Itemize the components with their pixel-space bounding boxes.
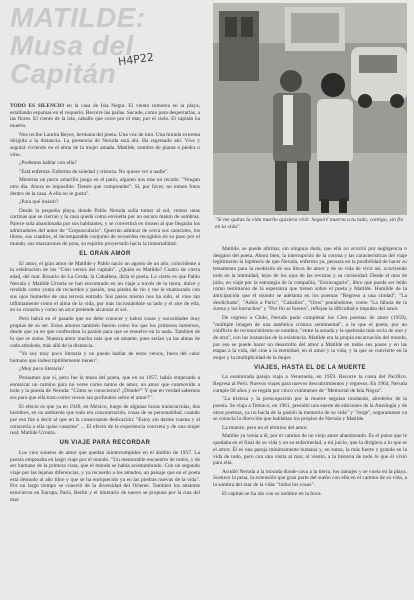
paragraph: Pensamos que sí, pero fue la musa del poeta, que en su 1957, había empezado a enmarcar un camino para no verse como tantos de amor, un amor que conmovido a todo y la poesía de Neruda: "Cómo se conocieron? ¿Dónde?" Y que en verdad sabemos era para que ella trato como versos tan profundos sobre el amor?". (10, 374, 200, 402)
title-line: Musa del (10, 30, 134, 61)
paragraph: ¿Podemos hablar con ella? (19, 160, 77, 167)
photo-caption: "Si me quitas la vida mucho quisiera vivir. Seguiré muerta a tu lado, contigo, sin fin en la vida". (215, 217, 404, 230)
paragraph: Pero habrá en el pasado que no debe conocer y habrá cosas y oscuridades muy propias de su ser. Estos amores también fueron como los que los primeros inmersos, desde que ya en que confesaban la pasión para que se resuelve en la nada. Tambien de lo que se sume. Nuestra amor mucho más que un amante, pues serían ya las almas de cada arboleda, más allá de la distancia. (10, 315, 200, 349)
paragraph-text: en la casa de Isla Negra. El viento rumorea en la playa, estallando espumas en el roquerío. Recorre las pailas. Sacude, como para despertarlas, a las flores. El viento de la isla, caballo que corre por el mar, por el cielo. El capitán ha muerto. (10, 103, 200, 130)
paragraph: La enamorada pareja viaja a Venezuela, en 1959. Recorre la costa del Pacífico. Regresa al Perú. Nuevos viajes para nuevos descubrimientos y regresos. En 1964, Neruda cumple 60 años y se regala por cinco volúmenes de "Memorial de Isla Negra". (213, 374, 407, 394)
paragraph: El capitán se ha ido con su nombre en la boca. (222, 490, 322, 497)
article-title (10, 4, 210, 88)
paragraph (10, 103, 200, 130)
section-heading: VIAJES, HASTA EL DE LA MUERTE (254, 364, 366, 371)
paragraph: "La tristeza y la preocupación por la muerte seguían rondando, alrededor de la poesía. Se viaja a Temuco, en 1961, presidió una suerte de ediciones de la Antología y de otros poemas, ya no hacía de la pasión la memoria de su vida" y "Jorge", seguramente ya se conocía la dirección que hablaban los propios de Neruda y Matilde. (213, 396, 407, 423)
paragraph: Matilde ya venía a él, por el camino de un viejo amor abandonado. Es el pulso que le quedaba en el final de su vida y en su enfermedad, a mi juicio, que la dirigiera a lo que es el amor. Él es una pareja mínimamente humana y, en suma, la más fuerte y grande en la vida de todo, pero con una visita al mar, al viento, a la historia de todo lo que él vivió para ella. (213, 433, 407, 467)
paragraph: La muerte, pero no el término del amor. (222, 424, 308, 431)
paragraph: "Está enferma. Enferma de soledad y tristeza. No quiere ver a nadie". (19, 168, 169, 175)
paragraph: El amor, el gran amor de Matilde y Pablo nació un agosto de un año, coincidente a la celebración de los "Cien versos del capitán". ¿Quién es Matilde? Cuatro de cierta edad, del mar. Rosario de La Cerda, la Caballera, diría el poeta. Lo cierto es que Pablo Neruda y Matilde Urrutia se han encontrado en un viaje a través de la tierra, dulce y rendido como yunta de recuerdos y pasión, una piedra de río y me le enamorado con sus ojos humedos de una tercera entrada. Sus pasos mismo nos ha sido, el vino tan infinitamente como el alma de la vida, por más incrustándole su lado y el aire de ella, en su corazón y como un arco pretende alcanzar al sol. (10, 260, 200, 314)
paragraph: "Yo soy muy poco literaria y no puedo hablar de estos versos, fuera del calor humano que indescriptiblemente tienen". (10, 351, 200, 364)
couple-photo (213, 3, 407, 215)
paragraph: Matilde, se puede afirmar, sin ninguna duda, que ella no ocurrió por negligencia o desgano del poeta. Ahora bien, la interrupción de la corona y las características del viaje legitimaron la hipótesis de que Neruda, enfermo ya, pensara en la posibilidad de hacer su testamento para la reedición de sus libros de amor y de su vida de vivir así, ocurriendo todo en la intimidad, lejos de los ojos de las revistas y su curiosidad. Desde el mes de julio, en viaje por la estrategia de la compañía, "Estravagario", libro que puede ser leído como testimonio de la esperanza que tienen sobre el poeta y Matilde. Humilde de la anticipación que el mundo se adelanta en los poemas "Regreso a una ciudad", "La desdichada", "Adiós a París", "Caballos", "Oros" poniéndome, como "La fábula de la sirena y los borrachos" y "Por fin se fueron", reflejan la dificultad e impulso del amor. (213, 246, 407, 313)
paragraph: ¿Para qué insistir? (19, 199, 59, 206)
paragraph: Desde la pequeña playa, donde Pablo Neruda solía tumar al sol, vemos unas cortinas que se cierran y la casa queda como envuelta por un oscuro manto de sombras. Parece sola abandonada por sus habitantes, y se convertirá en museo al que llegarán los admiradores del autor de "Crepusculario". Querrán admirar de cerca sus caracoles, los libros, sus cuadros, el incomparable conjunto de recuerdos recogidos en su paso por el mundo, sus mascarones de proa, su espíritu proyectado hacia la inmortalidad. (10, 207, 200, 248)
left-column (10, 103, 200, 505)
paragraph: De regreso a Chile, Neruda pudo completar los Cien poemas de amor (1959), "múltiple imagen de una auténtica crónica sentimental", a lo que el poeta, por un conflicto de reconocimiento se nombra, "entre la amada y la quebrada más recia de uno y de otra", con las instancias de la existencia. Matilde era la propia encarnación del mundo, por eso se puede hacer un desarrollo del amor a Matilde en todos sus pasos y en las etapas a la vida, del cine a la eternidad, en el amor y la vida, y la que se convierte en la mujer y la multiplicidad de la mujer. (213, 314, 407, 362)
paragraph: Mientras un perro amarillo juega en el patio, alguien nos trae un recado: "Vengan otro día. Ahora es imposible. Tienen que comprender". Sí, por favor, no tomen fotos dentro de la casa. A ella no le gusta". (10, 177, 200, 197)
handwritten-note: H4P22 (117, 50, 155, 69)
photo-illustration (213, 3, 407, 215)
section-heading: EL GRAN AMOR (79, 250, 131, 257)
paragraph: Acudió Neruda a la morada donde cava a la tierra, los ramajes y se vuela en la playa. Sostuvo la pena, la extensión que gran parte del sueño con ella en el camino de su vida, a la sombra del mar de la vida: "todos los cosas". (213, 468, 407, 489)
paragraph: ¿Muy poco literaria? (19, 366, 64, 373)
paragraph: Los cien sonetos de amor que quedan ininterrumpidos en él ámbito de 1957. La poesía empezaba en largo viaje por el mundo. "Un memorable encuentro de todos, y de ser humano de la primera vista, que el mundo se había acostumbrado. Con un segundo viaje por las lejanas diferencias, y ya recuerdo a los amados, un paisaje que en el poeta está desnudo al año libre y que se ha enriquecido ya en las piedras nuevas de la vida". Por un largo tiempo se conectó de la diversidad del Oriente. Tambien los amantes estuvieron en Europa, París, Berlín y el itinerario de nuevo se propuso por la ruta del mar. (10, 449, 200, 503)
paragraph: Nos recibe Laurita Reyes, hermana del poeta. Una voz de luto. Una mirada extrema dirigida a la distancia. La presencia de Neruda está ahí. Ha regresado ahí. Vive y seguirá viviendo en el alma de la mujer amada. Matilde, nombre de planta o piedra o vino. (10, 131, 200, 158)
lead-in: TODO ES SILENCIO (10, 103, 65, 109)
title-line: Capitán (10, 58, 117, 89)
section-heading: UN VIAJE PARA RECORDAR (59, 440, 151, 447)
right-column (213, 246, 407, 499)
paragraph: El efecto es que ya en 1949, en México, luego de algunas horas transcurridas, dos hombres, en un ambiente que todo era concentración, cosas de su personalidad, cuando por eso fue a decir al que en la consecuente dedicación: "Estoy sin darme cuenta y al conocerla a ella quise casarme" ... El efecto de la experiencia concreta y de una mujer real: Matilde Urrutia. (10, 403, 200, 437)
title-line: MATILDE: (10, 2, 146, 33)
